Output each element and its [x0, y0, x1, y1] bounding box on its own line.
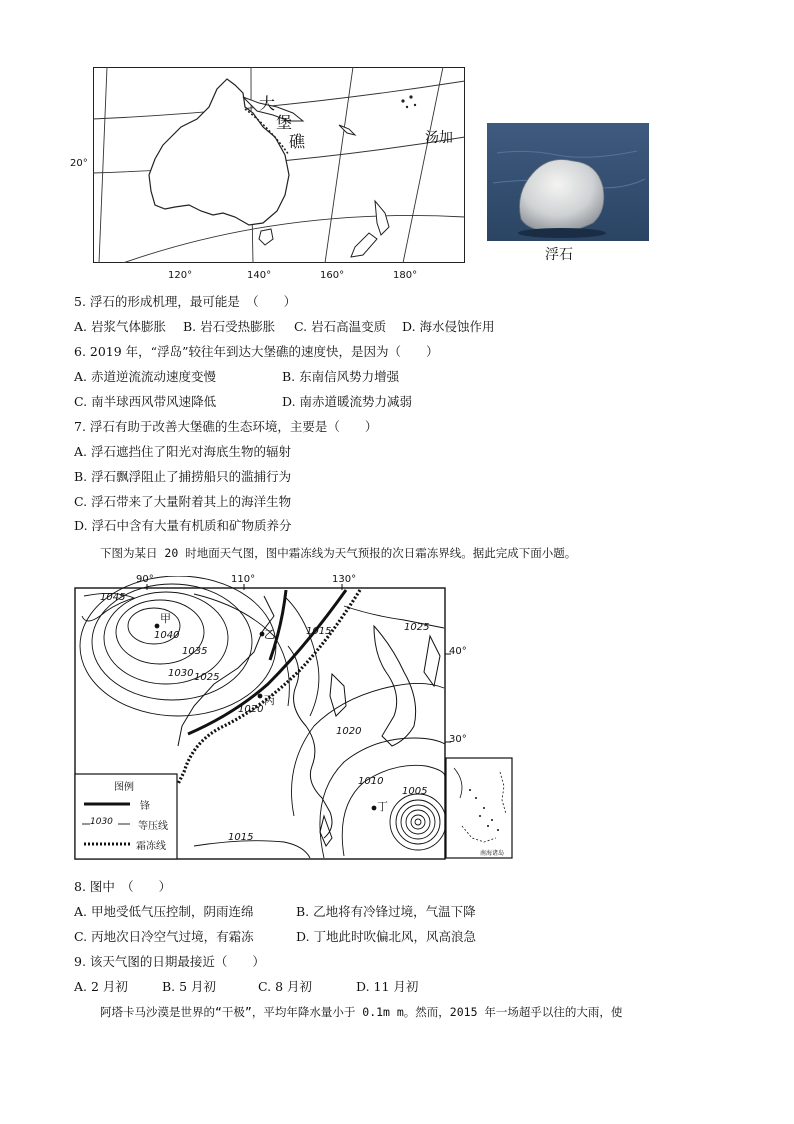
question-5-stem: 5. 浮石的形成机理，最可能是 （ ）	[74, 294, 297, 309]
q8-option-b[interactable]: B. 乙地将有冷锋过境，气温下降	[296, 904, 476, 919]
isobar-1020-sea: 1020	[336, 726, 362, 737]
lat-20-label: 20°	[70, 158, 88, 169]
q5-option-c[interactable]: C. 岩石高温变质	[294, 319, 387, 334]
q5-option-d[interactable]: D. 海水侵蚀作用	[402, 319, 495, 334]
isobar-1030: 1030	[168, 668, 194, 679]
place-bing: 丙	[264, 694, 275, 707]
isobar-1015-south: 1015	[228, 832, 254, 843]
q9-option-c[interactable]: C. 8 月初	[258, 979, 312, 994]
q6-option-d[interactable]: D. 南赤道暖流势力减弱	[282, 394, 413, 409]
question-6-stem: 6. 2019 年，“浮岛”较往年到达大堡礁的速度快，是因为（ ）	[74, 344, 439, 359]
q9-option-a[interactable]: A. 2 月初	[74, 979, 128, 994]
inset-label: 南海诸岛	[480, 850, 505, 857]
isobar-1025-east: 1025	[404, 622, 430, 633]
pumice-photo	[487, 123, 649, 265]
lat-label-30: 30°	[449, 734, 467, 745]
q6-option-c[interactable]: C. 南半球西风带风速降低	[74, 394, 217, 409]
legend-isobar-value: 1030	[90, 817, 113, 827]
question-8-stem: 8. 图中 （ ）	[74, 879, 172, 894]
legend-frost: 霜冻线	[136, 841, 166, 852]
lon-label-90: 90°	[136, 574, 154, 585]
isobar-1015-north: 1015	[306, 626, 332, 637]
pacific-map-drawing	[93, 67, 465, 263]
reef-label-2: 堡	[276, 113, 293, 132]
place-jia: 甲	[160, 612, 171, 625]
legend-isobar: 等压线	[138, 821, 168, 832]
q6-option-a[interactable]: A. 赤道逆流流动速度变慢	[74, 369, 216, 384]
isobar-1010: 1010	[358, 776, 384, 787]
isobar-1005: 1005	[402, 786, 428, 797]
lon-tick-140: 140°	[247, 270, 272, 281]
weather-map-intro: 下图为某日 20 时地面天气图，图中霜冻线为天气预报的次日霜冻界线。据此完成下面小题。	[100, 546, 577, 560]
q7-option-a[interactable]: A. 浮石遮挡住了阳光对海底生物的辐射	[74, 444, 291, 459]
lon-tick-180: 180°	[393, 270, 418, 281]
place-ding: 丁	[377, 800, 388, 813]
isobar-1035: 1035	[182, 646, 208, 657]
reef-label-1: 大	[259, 94, 276, 113]
isobar-1020-west: 1020	[238, 704, 264, 715]
legend-front: 锋	[140, 801, 150, 812]
q5-option-a[interactable]: A. 岩浆气体膨胀	[74, 319, 166, 334]
q8-option-d[interactable]: D. 丁地此时吹偏北风，风高浪急	[296, 929, 477, 944]
lon-tick-160: 160°	[320, 270, 345, 281]
q6-option-b[interactable]: B. 东南信风势力增强	[282, 369, 400, 384]
q9-option-b[interactable]: B. 5 月初	[162, 979, 217, 994]
photo-caption: 浮石	[545, 247, 573, 263]
lon-tick-120: 120°	[168, 270, 193, 281]
q9-option-d[interactable]: D. 11 月初	[356, 979, 419, 994]
place-yi: 乙	[264, 628, 275, 641]
lon-label-110: 110°	[231, 574, 256, 585]
pacific-map	[93, 67, 465, 263]
q8-option-a[interactable]: A. 甲地受低气压控制，阴雨连绵	[74, 904, 254, 919]
isobar-1040: 1040	[154, 630, 180, 641]
q7-option-b[interactable]: B. 浮石飘浮阻止了捕捞船只的滥捕行为	[74, 469, 292, 484]
tonga-label: 汤加	[425, 130, 453, 146]
reef-label-3: 礁	[289, 132, 306, 151]
question-7-stem: 7. 浮石有助于改善大堡礁的生态环境，主要是（ ）	[74, 419, 378, 434]
question-9-stem: 9. 该天气图的日期最接近（ ）	[74, 954, 265, 969]
q8-option-c[interactable]: C. 丙地次日冷空气过境，有霜冻	[74, 929, 254, 944]
legend-title: 图例	[114, 782, 134, 793]
weather-map	[74, 576, 524, 862]
lon-label-130: 130°	[332, 574, 357, 585]
q7-option-d[interactable]: D. 浮石中含有大量有机质和矿物质养分	[74, 518, 292, 533]
q5-option-b[interactable]: B. 岩石受热膨胀	[183, 319, 276, 334]
lat-label-40: 40°	[449, 646, 467, 657]
q7-option-c[interactable]: C. 浮石带来了大量附着其上的海洋生物	[74, 494, 292, 509]
isobar-1045: 1045	[100, 592, 126, 603]
isobar-1025-west: 1025	[194, 672, 220, 683]
atacama-intro: 阿塔卡马沙漠是世界的“干极”，平均年降水量小于 0.1m m。然而，2015 年一场超乎以往的大雨，使	[100, 1005, 623, 1019]
